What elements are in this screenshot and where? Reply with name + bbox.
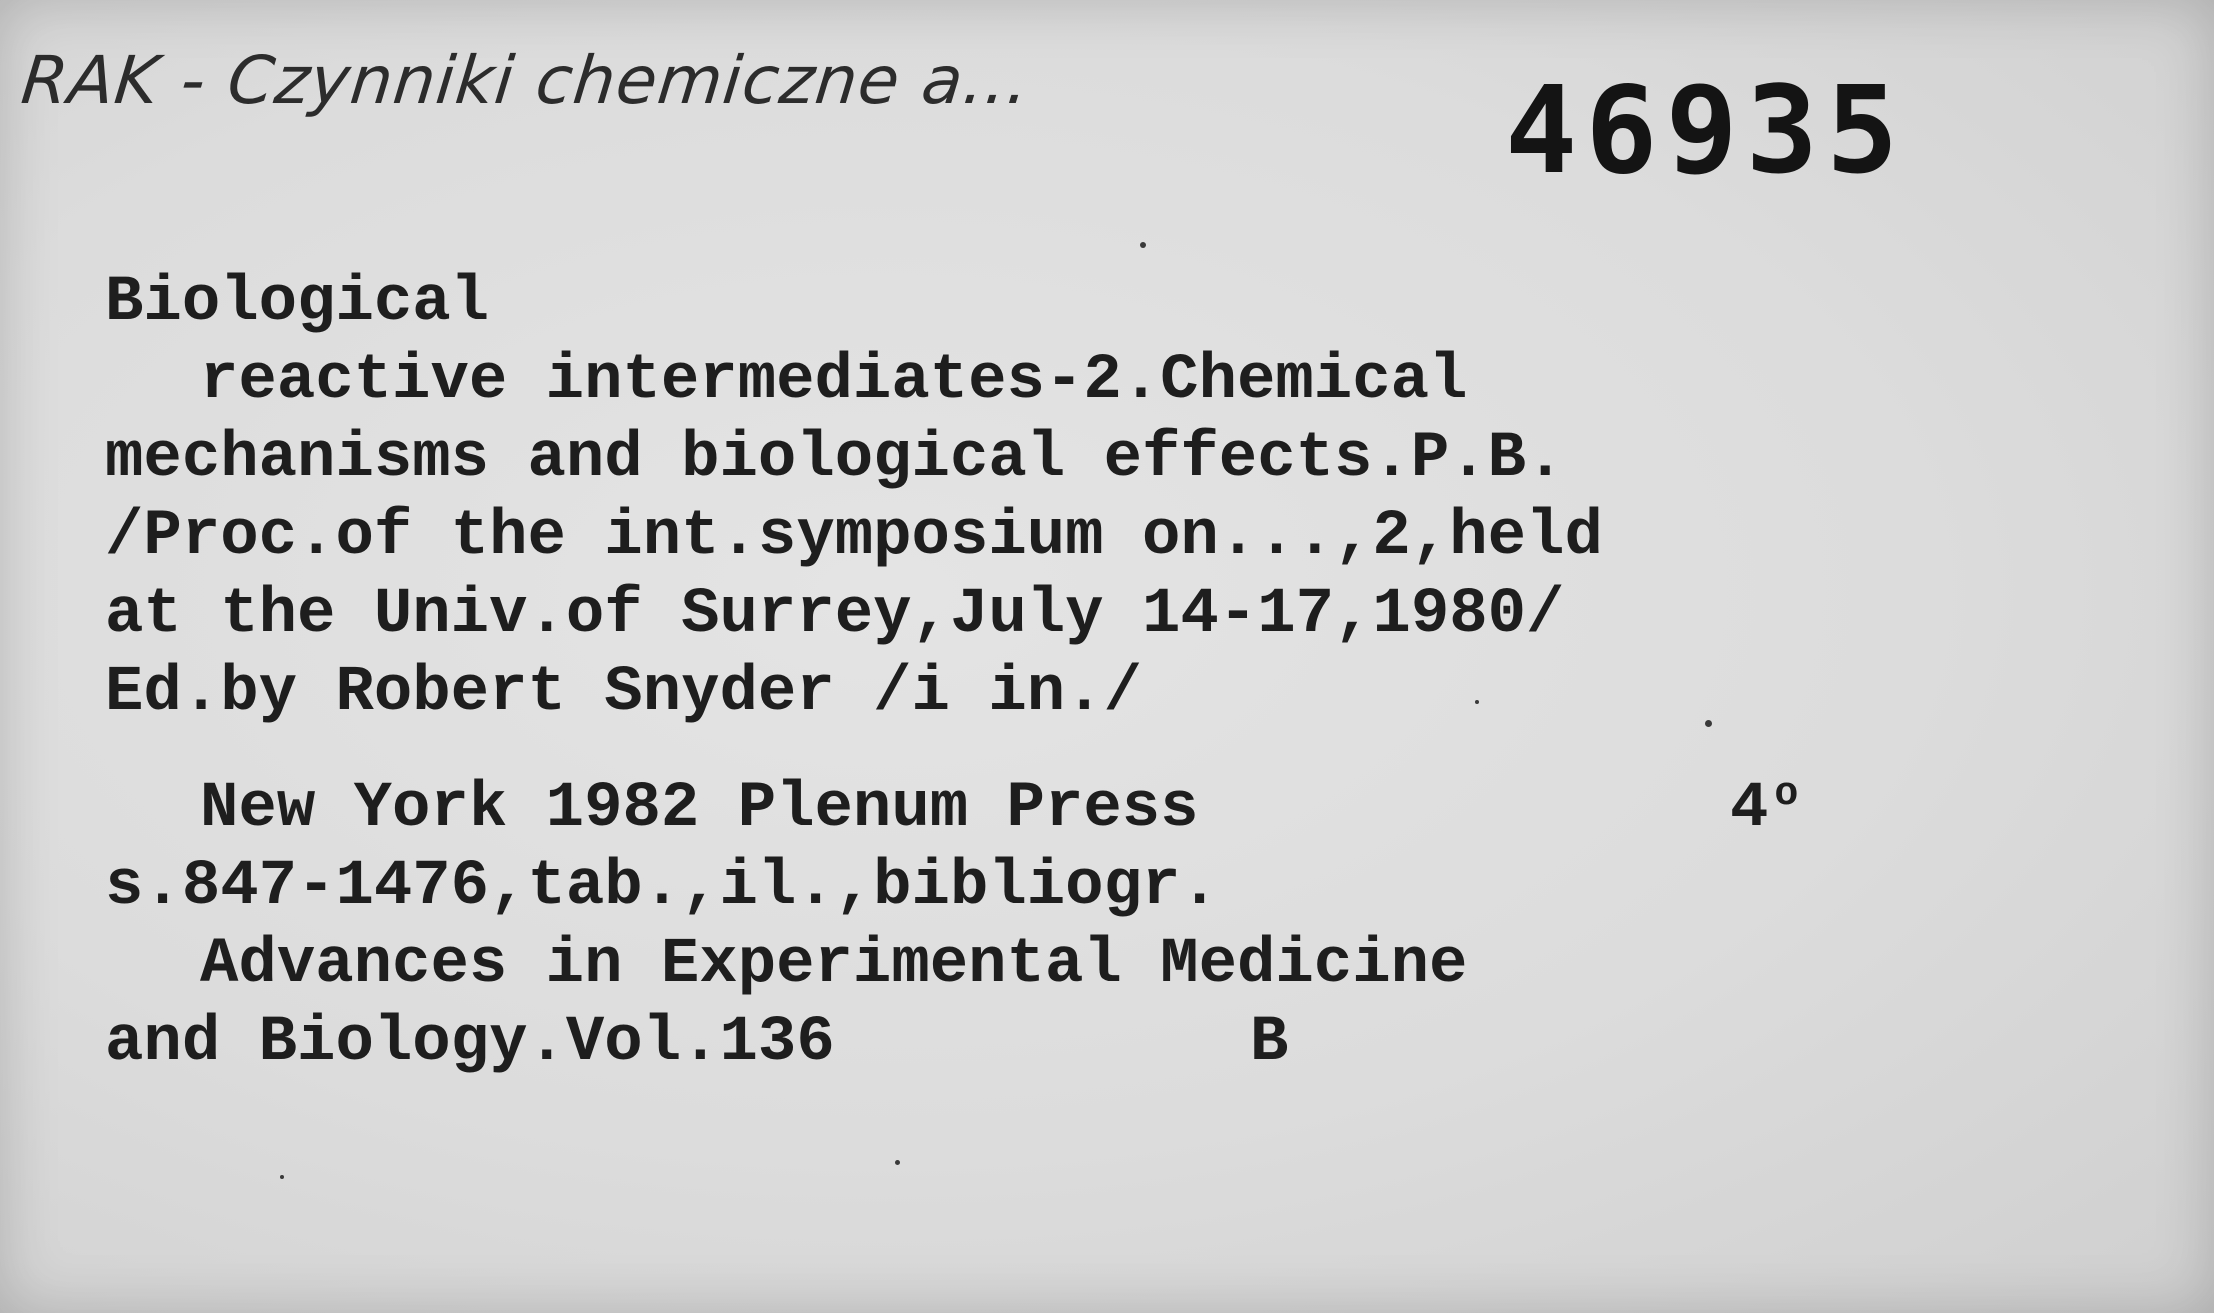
location-mark: B [1250, 1007, 1289, 1079]
title-line-4: /Proc.of the int.symposium on...,2,held [105, 501, 1603, 573]
collation-line: s.847-1476,tab.,il.,bibliogr. [105, 851, 1219, 923]
imprint-line: New York 1982 Plenum Press [200, 773, 1199, 845]
title-line-6: Ed.by Robert Snyder /i in./ [105, 657, 1142, 729]
ink-speck [280, 1175, 284, 1179]
format-value: 4 [1730, 773, 1769, 845]
ink-speck [1475, 700, 1479, 704]
title-line-1: Biological [105, 267, 490, 339]
format-size [1730, 770, 1798, 848]
ink-speck [895, 1160, 900, 1165]
title-line-2: reactive intermediates-2.Chemical [200, 345, 1468, 417]
series-line-2: and Biology.Vol.136 [105, 1007, 835, 1079]
format-superscript: o [1774, 772, 1799, 817]
title-line-3: mechanisms and biological effects.P.B. [105, 423, 1565, 495]
ink-speck [1705, 720, 1712, 727]
subject-heading: RAK - Czynniki chemiczne a... [17, 42, 1034, 119]
title-line-5: at the Univ.of Surrey,July 14-17,1980/ [105, 579, 1565, 651]
accession-number: 46935 [1505, 62, 1907, 201]
ink-speck [1140, 242, 1146, 248]
series-line-1: Advances in Experimental Medicine [200, 929, 1468, 1001]
